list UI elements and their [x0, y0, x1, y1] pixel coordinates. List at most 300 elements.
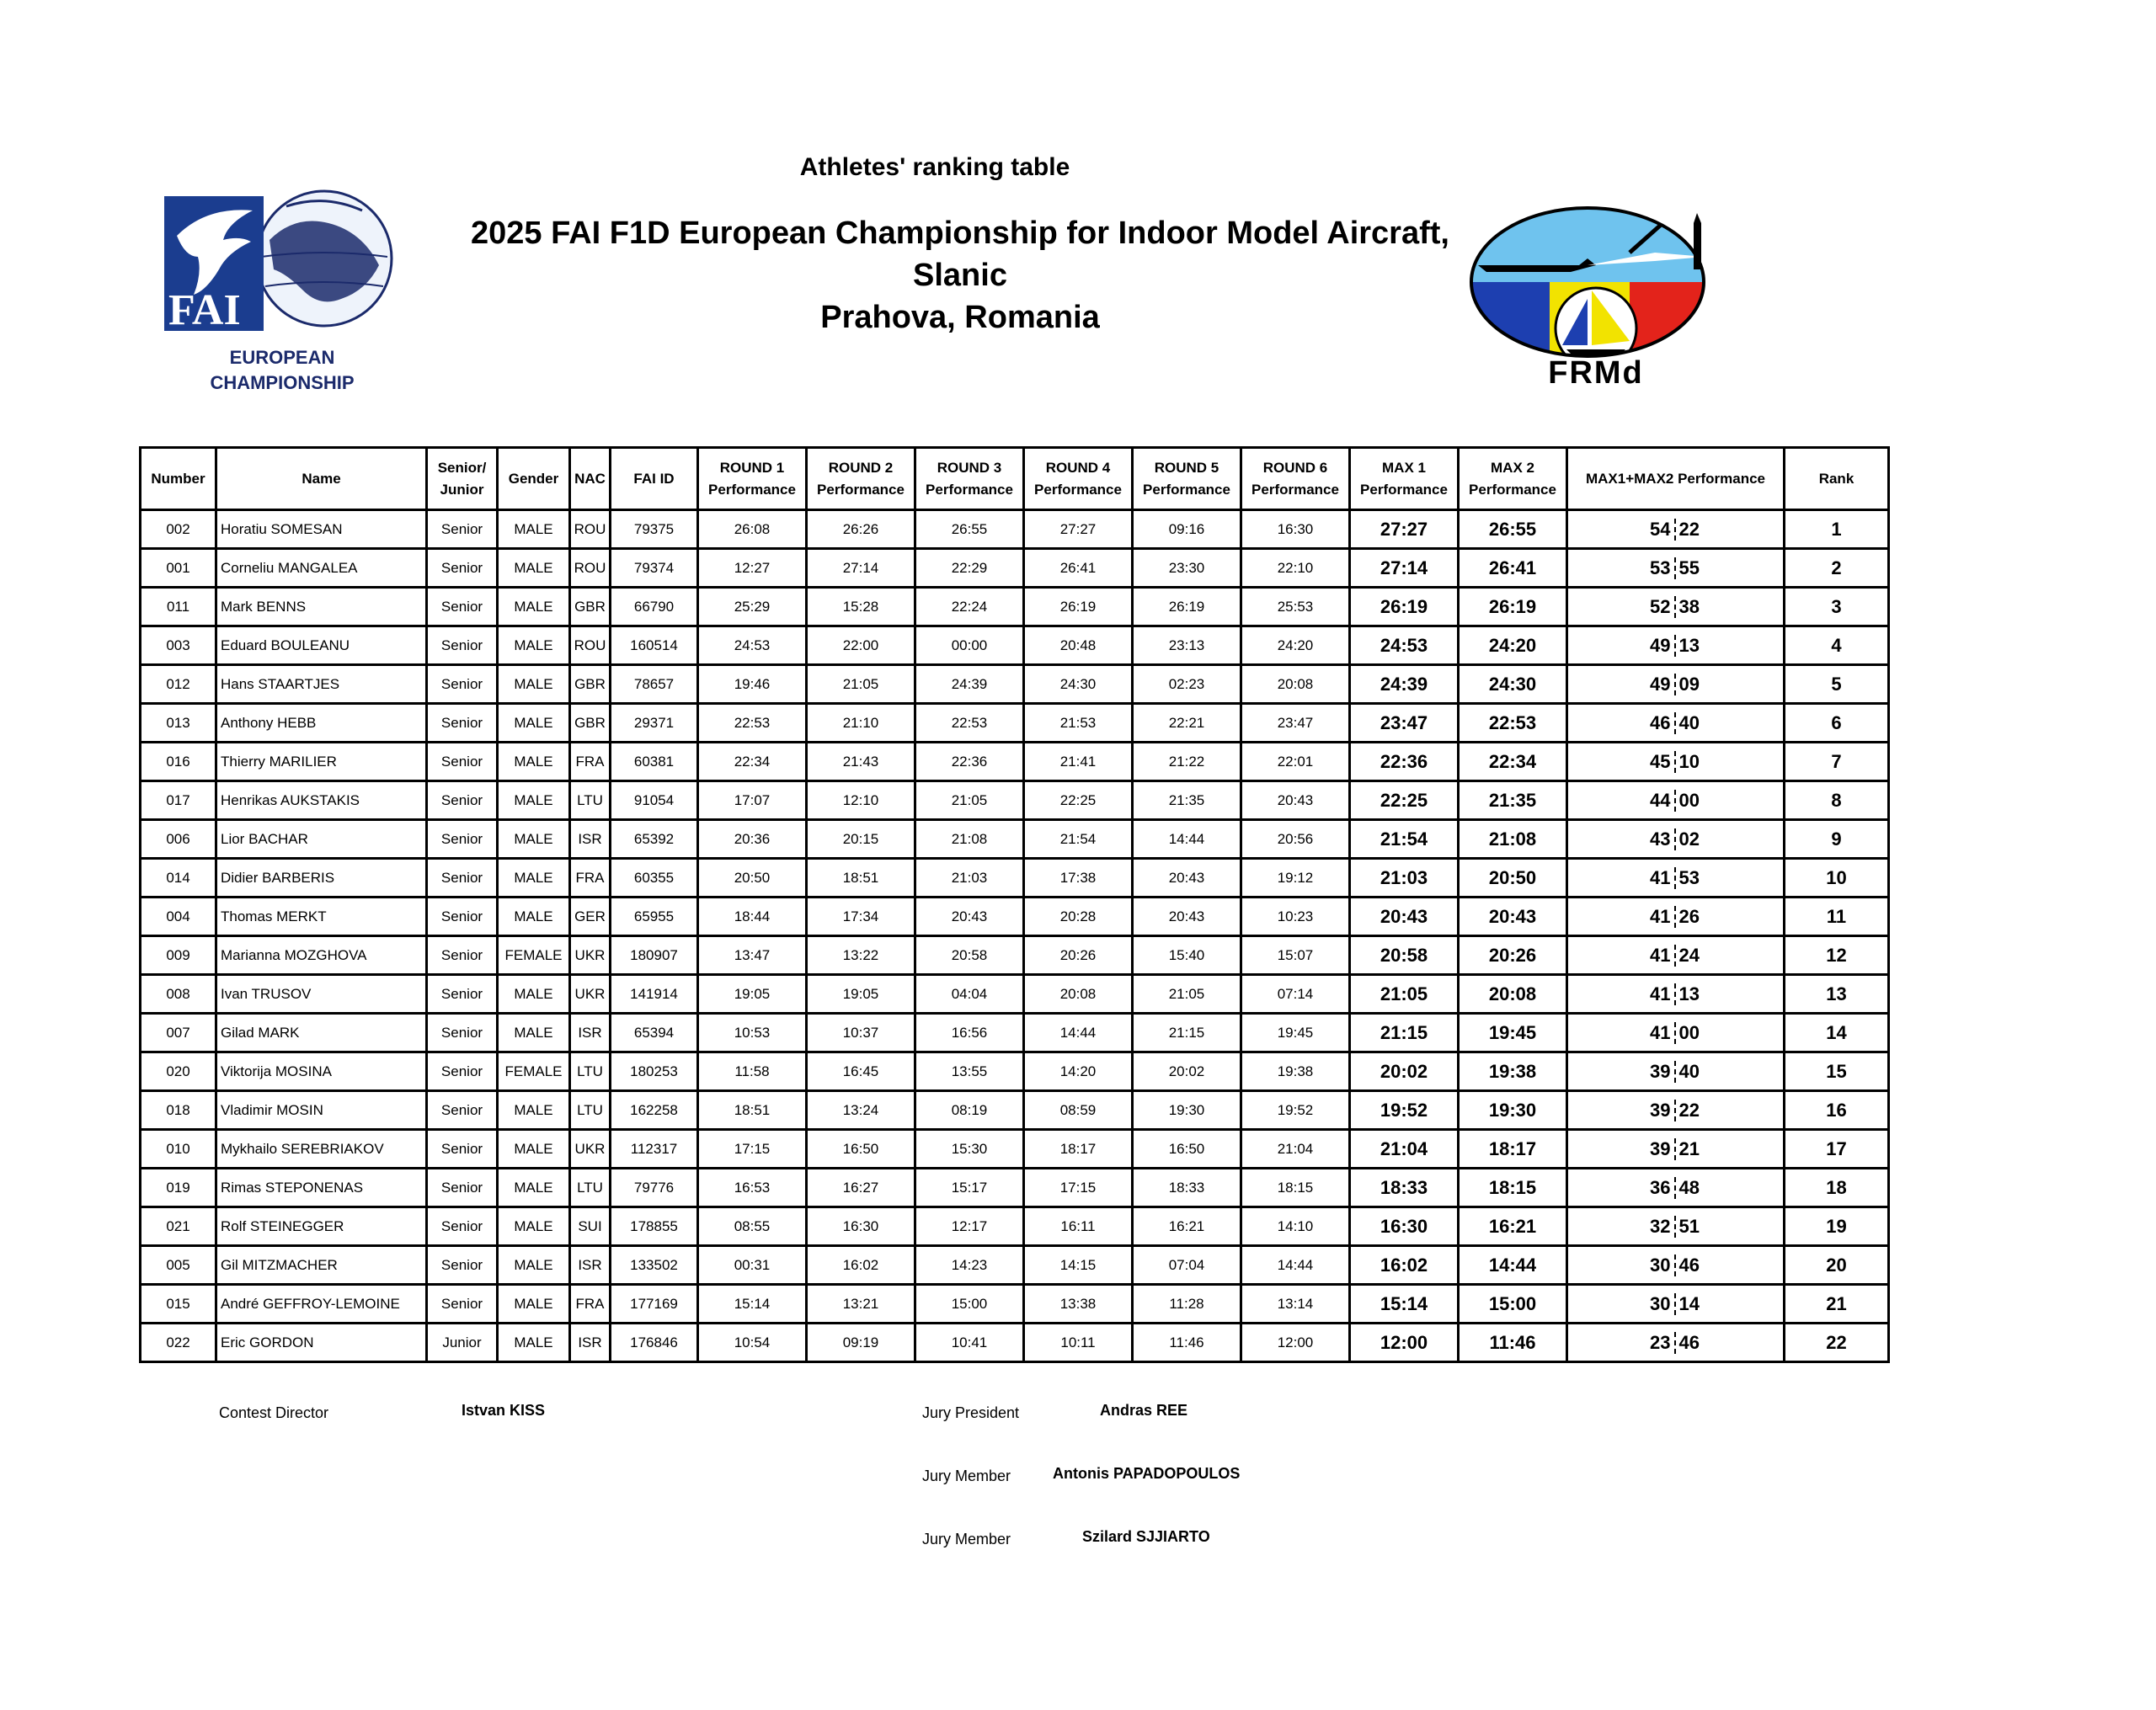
cell-round-3: 10:41: [915, 1324, 1024, 1362]
cell-nac: GBR: [570, 588, 611, 626]
cell-round-2: 20:15: [807, 820, 915, 859]
cell-nac: LTU: [570, 781, 611, 820]
cell-number: 009: [141, 936, 216, 975]
cell-gender: MALE: [498, 743, 570, 781]
cell-round-4: 17:38: [1024, 859, 1133, 898]
page-title: [421, 212, 1499, 338]
table-row: [141, 898, 1889, 936]
cell-category: Senior: [427, 510, 498, 549]
cell-max-1: 22:36: [1350, 743, 1459, 781]
cell-max-sum-seconds: 46: [1678, 1254, 1700, 1276]
cell-gender: MALE: [498, 1207, 570, 1246]
cell-nac: GER: [570, 898, 611, 936]
cell-round-4: 14:20: [1024, 1052, 1133, 1091]
cell-name: Thierry MARILIER: [216, 743, 427, 781]
cell-fai-id: 133502: [611, 1246, 698, 1285]
cell-category: Senior: [427, 665, 498, 704]
title-line-1: 2025 FAI F1D European Championship for Indoor Model Aircraft, Slanic: [471, 216, 1449, 293]
cell-max-2: 22:53: [1459, 704, 1567, 743]
cell-rank: 3: [1785, 588, 1889, 626]
cell-round-1: 08:55: [698, 1207, 807, 1246]
cell-round-6: 20:08: [1241, 665, 1350, 704]
cell-max-sum-minutes: 46: [1568, 712, 1676, 734]
cell-max-sum: [1567, 1285, 1785, 1324]
cell-round-4: 21:53: [1024, 704, 1133, 743]
cell-name: Mykhailo SEREBRIAKOV: [216, 1130, 427, 1169]
cell-round-5: 20:43: [1133, 859, 1241, 898]
cell-round-1: 17:07: [698, 781, 807, 820]
cell-round-3: 24:39: [915, 665, 1024, 704]
cell-rank: 8: [1785, 781, 1889, 820]
cell-category: Senior: [427, 898, 498, 936]
cell-gender: MALE: [498, 549, 570, 588]
cell-round-5: 02:23: [1133, 665, 1241, 704]
cell-gender: MALE: [498, 975, 570, 1014]
cell-max-1: 20:02: [1350, 1052, 1459, 1091]
cell-round-6: 21:04: [1241, 1130, 1350, 1169]
cell-max-sum-seconds: 51: [1678, 1215, 1700, 1237]
header-round-1: ROUND 1 Performance: [698, 448, 807, 510]
cell-max-sum: [1567, 1014, 1785, 1052]
cell-gender: MALE: [498, 510, 570, 549]
cell-name: Didier BARBERIS: [216, 859, 427, 898]
cell-nac: ROU: [570, 549, 611, 588]
cell-max-2: 16:21: [1459, 1207, 1567, 1246]
cell-max-sum-minutes: 32: [1568, 1216, 1676, 1238]
cell-max-sum-minutes: 49: [1568, 674, 1676, 695]
cell-rank: 2: [1785, 549, 1889, 588]
cell-fai-id: 178855: [611, 1207, 698, 1246]
cell-max-2: 19:30: [1459, 1091, 1567, 1130]
cell-round-1: 16:53: [698, 1169, 807, 1207]
table-row: [141, 1091, 1889, 1130]
cell-round-6: 24:20: [1241, 626, 1350, 665]
cell-category: Senior: [427, 549, 498, 588]
cell-gender: MALE: [498, 1091, 570, 1130]
cell-round-1: 20:36: [698, 820, 807, 859]
cell-nac: FRA: [570, 1285, 611, 1324]
cell-max-sum-seconds: 13: [1678, 983, 1700, 1004]
cell-round-3: 08:19: [915, 1091, 1024, 1130]
cell-round-1: 12:27: [698, 549, 807, 588]
cell-name: Mark BENNS: [216, 588, 427, 626]
cell-nac: LTU: [570, 1091, 611, 1130]
cell-round-6: 19:52: [1241, 1091, 1350, 1130]
cell-fai-id: 176846: [611, 1324, 698, 1362]
cell-rank: 18: [1785, 1169, 1889, 1207]
cell-round-1: 22:34: [698, 743, 807, 781]
cell-name: Ivan TRUSOV: [216, 975, 427, 1014]
cell-round-2: 17:34: [807, 898, 915, 936]
cell-category: Senior: [427, 975, 498, 1014]
cell-max-2: 18:17: [1459, 1130, 1567, 1169]
cell-max-1: 21:15: [1350, 1014, 1459, 1052]
cell-max-2: 26:55: [1459, 510, 1567, 549]
cell-max-sum-seconds: 40: [1678, 711, 1700, 733]
table-row: [141, 1014, 1889, 1052]
cell-max-1: 15:14: [1350, 1285, 1459, 1324]
cell-round-4: 14:44: [1024, 1014, 1133, 1052]
cell-round-6: 19:45: [1241, 1014, 1350, 1052]
cell-max-2: 20:43: [1459, 898, 1567, 936]
cell-nac: FRA: [570, 743, 611, 781]
cell-max-sum: [1567, 1130, 1785, 1169]
cell-name: Corneliu MANGALEA: [216, 549, 427, 588]
cell-name: Anthony HEBB: [216, 704, 427, 743]
cell-fai-id: 60381: [611, 743, 698, 781]
cell-fai-id: 91054: [611, 781, 698, 820]
cell-number: 008: [141, 975, 216, 1014]
cell-number: 005: [141, 1246, 216, 1285]
cell-max-sum-seconds: 10: [1678, 750, 1700, 772]
cell-number: 002: [141, 510, 216, 549]
cell-number: 016: [141, 743, 216, 781]
cell-gender: MALE: [498, 1285, 570, 1324]
cell-max-2: 20:26: [1459, 936, 1567, 975]
cell-round-5: 23:13: [1133, 626, 1241, 665]
cell-round-4: 26:19: [1024, 588, 1133, 626]
table-row: [141, 549, 1889, 588]
cell-name: Rimas STEPONENAS: [216, 1169, 427, 1207]
table-row: [141, 975, 1889, 1014]
cell-round-2: 16:30: [807, 1207, 915, 1246]
cell-round-3: 22:36: [915, 743, 1024, 781]
table-row: [141, 1207, 1889, 1246]
cell-round-4: 21:41: [1024, 743, 1133, 781]
table-row: [141, 1246, 1889, 1285]
cell-max-sum-seconds: 14: [1678, 1292, 1700, 1314]
cell-round-6: 19:12: [1241, 859, 1350, 898]
cell-round-2: 12:10: [807, 781, 915, 820]
header-round-6: ROUND 6 Performance: [1241, 448, 1350, 510]
cell-max-sum-seconds: 46: [1678, 1331, 1700, 1353]
cell-round-5: 18:33: [1133, 1169, 1241, 1207]
cell-rank: 20: [1785, 1246, 1889, 1285]
cell-round-5: 21:15: [1133, 1014, 1241, 1052]
cell-max-sum: [1567, 626, 1785, 665]
cell-nac: ROU: [570, 510, 611, 549]
cell-max-1: 21:04: [1350, 1130, 1459, 1169]
cell-max-sum-seconds: 38: [1678, 595, 1700, 617]
cell-max-1: 27:14: [1350, 549, 1459, 588]
header-max-2: MAX 2 Performance: [1459, 448, 1567, 510]
table-row: [141, 588, 1889, 626]
cell-fai-id: 60355: [611, 859, 698, 898]
cell-round-2: 16:27: [807, 1169, 915, 1207]
cell-category: Senior: [427, 1246, 498, 1285]
cell-round-5: 19:30: [1133, 1091, 1241, 1130]
cell-round-6: 25:53: [1241, 588, 1350, 626]
cell-name: Lior BACHAR: [216, 820, 427, 859]
cell-round-2: 26:26: [807, 510, 915, 549]
cell-round-3: 26:55: [915, 510, 1024, 549]
header-max-1: MAX 1 Performance: [1350, 448, 1459, 510]
cell-round-4: 20:26: [1024, 936, 1133, 975]
header-fai-id: FAI ID: [611, 448, 698, 510]
cell-round-4: 14:15: [1024, 1246, 1133, 1285]
cell-max-sum-minutes: 53: [1568, 557, 1676, 579]
cell-name: Viktorija MOSINA: [216, 1052, 427, 1091]
cell-round-6: 18:15: [1241, 1169, 1350, 1207]
cell-fai-id: 29371: [611, 704, 698, 743]
cell-nac: ROU: [570, 626, 611, 665]
cell-max-sum-minutes: 41: [1568, 1022, 1676, 1044]
cell-max-1: 19:52: [1350, 1091, 1459, 1130]
cell-round-3: 00:00: [915, 626, 1024, 665]
cell-round-2: 16:50: [807, 1130, 915, 1169]
cell-name: Gil MITZMACHER: [216, 1246, 427, 1285]
jury-president-name: Andras REE: [1100, 1402, 1188, 1419]
header-round-5: ROUND 5 Performance: [1133, 448, 1241, 510]
cell-max-sum-minutes: 43: [1568, 828, 1676, 850]
jury-member-2-label: Jury Member: [922, 1531, 1011, 1548]
cell-name: Eduard BOULEANU: [216, 626, 427, 665]
cell-round-6: 13:14: [1241, 1285, 1350, 1324]
cell-max-2: 15:00: [1459, 1285, 1567, 1324]
cell-nac: SUI: [570, 1207, 611, 1246]
cell-max-2: 26:41: [1459, 549, 1567, 588]
cell-round-1: 19:46: [698, 665, 807, 704]
cell-category: Junior: [427, 1324, 498, 1362]
cell-round-4: 22:25: [1024, 781, 1133, 820]
cell-rank: 16: [1785, 1091, 1889, 1130]
cell-rank: 4: [1785, 626, 1889, 665]
cell-round-2: 15:28: [807, 588, 915, 626]
cell-max-sum-minutes: 41: [1568, 983, 1676, 1005]
cell-number: 003: [141, 626, 216, 665]
cell-max-1: 26:19: [1350, 588, 1459, 626]
cell-max-2: 24:30: [1459, 665, 1567, 704]
cell-max-sum: [1567, 1091, 1785, 1130]
cell-category: Senior: [427, 704, 498, 743]
cell-round-5: 26:19: [1133, 588, 1241, 626]
cell-max-2: 14:44: [1459, 1246, 1567, 1285]
frmd-logo-text: FRMd: [1548, 355, 1644, 391]
header-number: Number: [141, 448, 216, 510]
cell-rank: 6: [1785, 704, 1889, 743]
cell-max-sum-minutes: 54: [1568, 519, 1676, 541]
cell-round-5: 11:28: [1133, 1285, 1241, 1324]
cell-max-sum: [1567, 1324, 1785, 1362]
cell-max-sum-seconds: 21: [1678, 1137, 1700, 1159]
cell-max-sum-seconds: 53: [1678, 866, 1700, 888]
cell-gender: FEMALE: [498, 936, 570, 975]
cell-max-sum: [1567, 1169, 1785, 1207]
cell-rank: 11: [1785, 898, 1889, 936]
cell-max-1: 27:27: [1350, 510, 1459, 549]
cell-round-2: 09:19: [807, 1324, 915, 1362]
cell-fai-id: 65955: [611, 898, 698, 936]
cell-max-sum-seconds: 00: [1678, 1021, 1700, 1043]
cell-category: Senior: [427, 1130, 498, 1169]
cell-number: 006: [141, 820, 216, 859]
cell-gender: MALE: [498, 1014, 570, 1052]
cell-fai-id: 177169: [611, 1285, 698, 1324]
cell-rank: 21: [1785, 1285, 1889, 1324]
cell-max-2: 21:35: [1459, 781, 1567, 820]
contest-director-name: Istvan KISS: [462, 1402, 546, 1419]
cell-round-6: 14:44: [1241, 1246, 1350, 1285]
fai-logo-caption: [181, 345, 383, 396]
cell-category: Senior: [427, 781, 498, 820]
cell-max-sum: [1567, 510, 1785, 549]
cell-round-5: 21:05: [1133, 975, 1241, 1014]
cell-round-2: 21:43: [807, 743, 915, 781]
cell-round-3: 12:17: [915, 1207, 1024, 1246]
header-nac: NAC: [570, 448, 611, 510]
cell-round-1: 00:31: [698, 1246, 807, 1285]
cell-gender: MALE: [498, 820, 570, 859]
cell-name: André GEFFROY-LEMOINE: [216, 1285, 427, 1324]
cell-round-5: 21:22: [1133, 743, 1241, 781]
cell-max-sum-seconds: 48: [1678, 1176, 1700, 1198]
cell-max-2: 18:15: [1459, 1169, 1567, 1207]
cell-gender: MALE: [498, 1246, 570, 1285]
cell-max-sum: [1567, 859, 1785, 898]
cell-max-2: 22:34: [1459, 743, 1567, 781]
table-row: [141, 936, 1889, 975]
cell-name: Henrikas AUKSTAKIS: [216, 781, 427, 820]
cell-fai-id: 180907: [611, 936, 698, 975]
table-row: [141, 743, 1889, 781]
cell-round-4: 20:28: [1024, 898, 1133, 936]
cell-rank: 1: [1785, 510, 1889, 549]
cell-gender: MALE: [498, 704, 570, 743]
cell-number: 012: [141, 665, 216, 704]
cell-max-2: 26:19: [1459, 588, 1567, 626]
cell-max-1: 20:58: [1350, 936, 1459, 975]
cell-max-1: 16:30: [1350, 1207, 1459, 1246]
cell-category: Senior: [427, 1014, 498, 1052]
cell-fai-id: 162258: [611, 1091, 698, 1130]
table-row: [141, 704, 1889, 743]
cell-round-2: 13:21: [807, 1285, 915, 1324]
table-row: [141, 820, 1889, 859]
cell-name: Gilad MARK: [216, 1014, 427, 1052]
cell-gender: MALE: [498, 1169, 570, 1207]
cell-number: 018: [141, 1091, 216, 1130]
header-rank: Rank: [1785, 448, 1889, 510]
cell-max-sum-minutes: 41: [1568, 867, 1676, 889]
cell-max-sum-seconds: 13: [1678, 634, 1700, 656]
cell-name: Hans STAARTJES: [216, 665, 427, 704]
cell-round-6: 07:14: [1241, 975, 1350, 1014]
cell-number: 004: [141, 898, 216, 936]
cell-max-sum-seconds: 26: [1678, 905, 1700, 927]
cell-max-sum-minutes: 45: [1568, 751, 1676, 773]
cell-rank: 7: [1785, 743, 1889, 781]
cell-round-3: 15:30: [915, 1130, 1024, 1169]
cell-round-1: 22:53: [698, 704, 807, 743]
cell-max-sum-seconds: 22: [1678, 1099, 1700, 1121]
cell-fai-id: 141914: [611, 975, 698, 1014]
cell-round-4: 21:54: [1024, 820, 1133, 859]
cell-round-3: 16:56: [915, 1014, 1024, 1052]
cell-round-3: 14:23: [915, 1246, 1024, 1285]
cell-nac: LTU: [570, 1052, 611, 1091]
cell-max-sum: [1567, 704, 1785, 743]
cell-max-sum-minutes: 41: [1568, 906, 1676, 928]
cell-round-4: 10:11: [1024, 1324, 1133, 1362]
cell-max-1: 20:43: [1350, 898, 1459, 936]
cell-round-1: 24:53: [698, 626, 807, 665]
cell-round-4: 08:59: [1024, 1091, 1133, 1130]
cell-nac: LTU: [570, 1169, 611, 1207]
cell-max-1: 16:02: [1350, 1246, 1459, 1285]
cell-category: Senior: [427, 626, 498, 665]
cell-max-1: 21:54: [1350, 820, 1459, 859]
jury-president-label: Jury President: [922, 1404, 1020, 1421]
cell-number: 013: [141, 704, 216, 743]
table-row: [141, 781, 1889, 820]
cell-round-4: 26:41: [1024, 549, 1133, 588]
cell-max-sum-minutes: 30: [1568, 1293, 1676, 1315]
cell-fai-id: 180253: [611, 1052, 698, 1091]
cell-gender: MALE: [498, 859, 570, 898]
cell-category: Senior: [427, 820, 498, 859]
cell-fai-id: 160514: [611, 626, 698, 665]
cell-rank: 19: [1785, 1207, 1889, 1246]
cell-max-sum-seconds: 24: [1678, 944, 1700, 966]
cell-max-1: 21:03: [1350, 859, 1459, 898]
cell-name: Horatiu SOMESAN: [216, 510, 427, 549]
cell-round-1: 13:47: [698, 936, 807, 975]
cell-category: Senior: [427, 1207, 498, 1246]
cell-round-2: 13:24: [807, 1091, 915, 1130]
cell-max-sum: [1567, 820, 1785, 859]
cell-max-sum: [1567, 781, 1785, 820]
cell-round-1: 10:53: [698, 1014, 807, 1052]
header-round-3: ROUND 3 Performance: [915, 448, 1024, 510]
cell-fai-id: 78657: [611, 665, 698, 704]
header-round-2: ROUND 2 Performance: [807, 448, 915, 510]
cell-round-2: 10:37: [807, 1014, 915, 1052]
cell-round-3: 15:17: [915, 1169, 1024, 1207]
table-row: [141, 859, 1889, 898]
jury-member-2-name: Szilard SJJIARTO: [1082, 1528, 1210, 1545]
cell-round-6: 15:07: [1241, 936, 1350, 975]
cell-max-1: 22:25: [1350, 781, 1459, 820]
cell-name: Vladimir MOSIN: [216, 1091, 427, 1130]
cell-round-2: 16:02: [807, 1246, 915, 1285]
cell-max-sum: [1567, 1052, 1785, 1091]
cell-round-6: 22:01: [1241, 743, 1350, 781]
cell-name: Rolf STEINEGGER: [216, 1207, 427, 1246]
cell-round-4: 13:38: [1024, 1285, 1133, 1324]
cell-round-5: 16:21: [1133, 1207, 1241, 1246]
cell-number: 020: [141, 1052, 216, 1091]
cell-round-1: 18:44: [698, 898, 807, 936]
cell-nac: ISR: [570, 820, 611, 859]
jury-member-1-label: Jury Member: [922, 1468, 1011, 1484]
cell-round-2: 21:05: [807, 665, 915, 704]
cell-round-2: 18:51: [807, 859, 915, 898]
fai-caption-line-2: CHAMPIONSHIP: [210, 372, 355, 393]
cell-gender: MALE: [498, 1324, 570, 1362]
title-line-2: Prahova, Romania: [820, 300, 1100, 335]
cell-max-sum-seconds: 22: [1678, 518, 1700, 540]
cell-number: 021: [141, 1207, 216, 1246]
cell-max-sum: [1567, 588, 1785, 626]
cell-max-sum-seconds: 00: [1678, 789, 1700, 811]
cell-gender: MALE: [498, 898, 570, 936]
cell-round-6: 22:10: [1241, 549, 1350, 588]
cell-category: Senior: [427, 588, 498, 626]
table-row: [141, 510, 1889, 549]
cell-round-3: 20:58: [915, 936, 1024, 975]
cell-fai-id: 112317: [611, 1130, 698, 1169]
cell-round-1: 20:50: [698, 859, 807, 898]
